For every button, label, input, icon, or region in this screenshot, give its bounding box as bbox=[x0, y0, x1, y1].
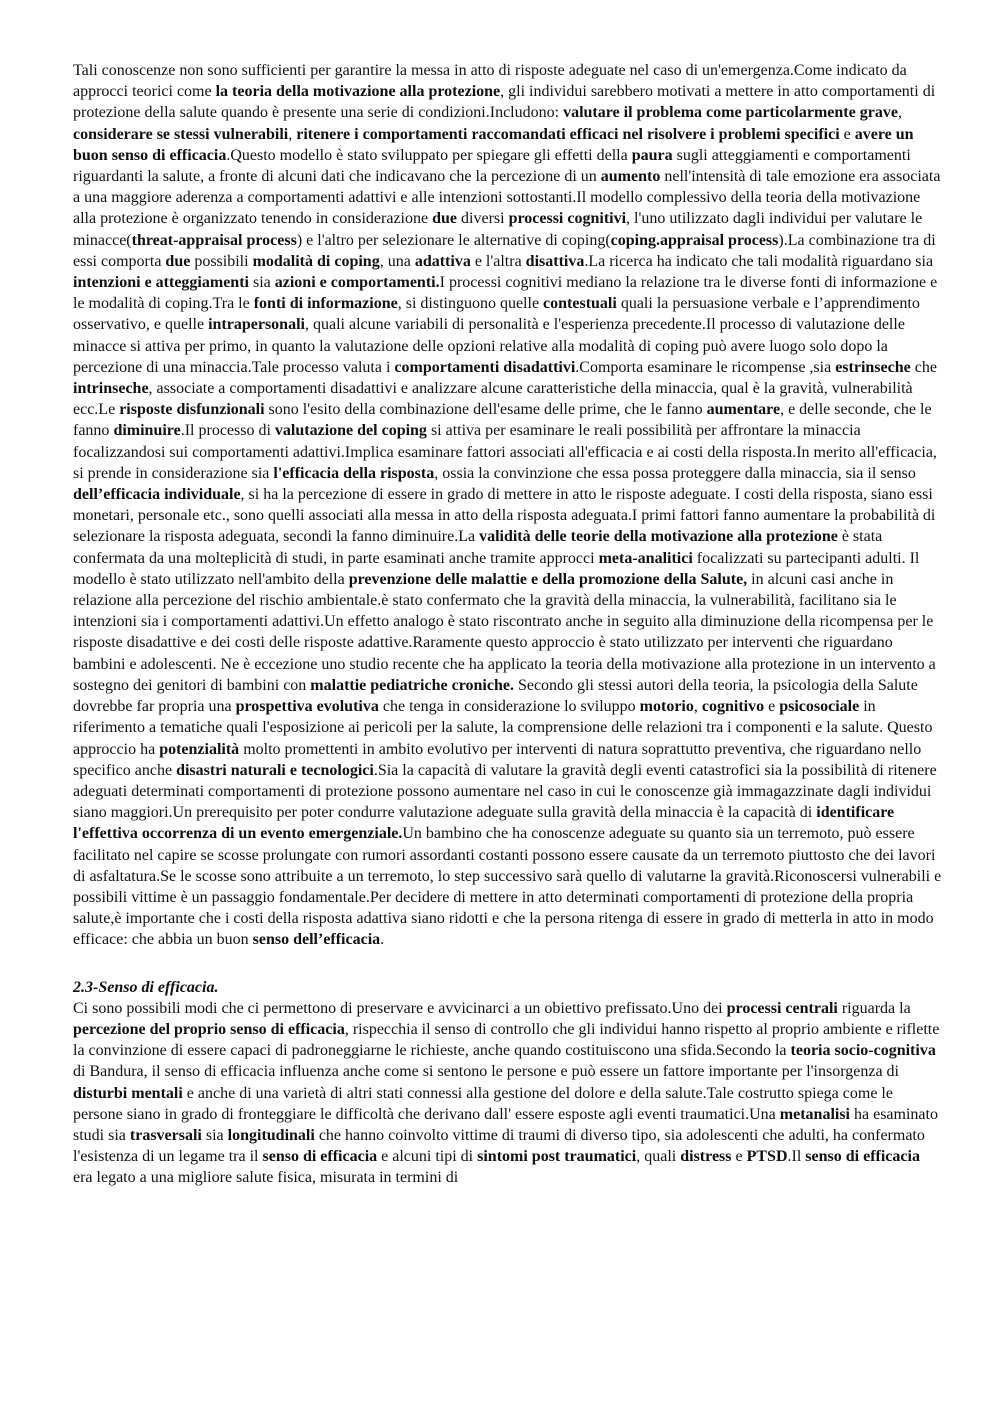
text-run: sia bbox=[248, 274, 275, 292]
text-run: , bbox=[897, 104, 902, 122]
bold-text-run: due bbox=[165, 252, 191, 270]
text-run: sugli atteggiamenti e comportamenti riguardanti la salute, a fronte di alcuni dati che indicavano che la percezione di un bbox=[73, 146, 911, 186]
text-run: .La ricerca ha indicato che tali modalità riguardano sia bbox=[584, 252, 934, 270]
text-run: Ci sono possibili modi che ci permettono di preservare e avvicinarci a un obiettivo prefissato.Uno dei bbox=[73, 999, 727, 1017]
text-run: in riferimento a tematiche quali l'esposizione ai pericoli per la salute, la comprensione delle relazioni tra i componenti e la salute. Questo approccio ha bbox=[73, 698, 933, 758]
text-run: riguarda la bbox=[837, 999, 911, 1017]
bold-text-run: azioni e comportamenti. bbox=[274, 274, 440, 292]
text-run: possibili bbox=[190, 252, 253, 270]
text-run: , una bbox=[379, 252, 415, 270]
bold-text-run: intrapersonali bbox=[208, 316, 305, 334]
bold-text-run: metanalisi bbox=[779, 1105, 850, 1123]
text-run: Un bambino che ha conoscenze adeguate su quanto sia un terremoto, può essere facilitato nel capire se scosse prolungate con rumori assordanti costanti possono essere causate da un terremoto piuttosto che dei lavori di asfaltatura.Se le scosse sono attribuite a un terremoto, lo step successivo sarà quello di valutarne la gravità.Riconoscersi vulnerabili e possibili vittime è un passaggio fondamentale.Per decidere di mettere in atto determinati comportamenti di protezione della propria salute,è importante che i costi della risposta adattiva siano ridotti e che la persona ritenga di essere in grado di metterla in atto in modo efficace: che abbia un buon bbox=[73, 825, 942, 949]
text-run: . bbox=[380, 931, 385, 949]
bold-text-run: considerare se stessi vulnerabili bbox=[73, 125, 289, 143]
bold-text-run: valutare il problema come particolarmente grave bbox=[563, 104, 898, 122]
bold-text-run: PTSD bbox=[746, 1148, 788, 1166]
bold-text-run: potenzialità bbox=[159, 740, 240, 758]
text-run: , e delle seconde, che le fanno bbox=[73, 401, 932, 440]
bold-text-run: motorio bbox=[639, 698, 694, 716]
text-run: , l'uno utilizzato dagli individui per valutare le minacce( bbox=[73, 210, 923, 249]
section-heading: 2.3-Senso di efficacia. bbox=[73, 978, 219, 996]
bold-text-run: coping.appraisal process bbox=[610, 231, 779, 249]
bold-text-run: avere un buon senso di efficacia bbox=[73, 125, 914, 164]
bold-text-run: aumentare bbox=[706, 401, 781, 419]
text-run: ha esaminato studi sia bbox=[73, 1105, 938, 1144]
text-run: , ossia la convinzione che essa possa proteggere dalla minaccia, sia il senso bbox=[434, 464, 916, 482]
text-run: diversi bbox=[457, 210, 509, 228]
bold-text-run: cognitivo bbox=[701, 698, 765, 716]
bold-text-run: senso di efficacia bbox=[262, 1148, 378, 1166]
bold-text-run: disastri naturali e tecnologici bbox=[176, 761, 374, 779]
text-run: , quali bbox=[636, 1148, 681, 1166]
bold-text-run: sintomi post traumatici bbox=[477, 1148, 637, 1166]
bold-text-run: psicosociale bbox=[779, 698, 860, 716]
text-run: Tali conoscenze non sono sufficienti per garantire la messa in atto di risposte adeguate nel caso di un'emergenza.Come indicato da approcci teorici come bbox=[73, 62, 907, 101]
text-run: di Bandura, il senso di efficacia influenza anche come si sentono le persone e può essere un fattore importante per l'insorgenza di bbox=[73, 1063, 899, 1081]
text-run: che hanno coinvolto vittime di traumi di diverso tipo, sia adolescenti che adulti, ha confermato l'esistenza di un legame tra il bbox=[73, 1126, 925, 1166]
text-run: focalizzati su partecipanti adulti. Il modello è stato utilizzato nell'ambito della bbox=[73, 549, 920, 588]
text-run: nell'intensità di tale emozione era associata a una maggiore aderenza a comportamenti adattivi e alle intenzioni sottostanti.Il modello complessivo della teoria della motivazione alla protezione è organizzato tenendo in considerazione bbox=[73, 168, 941, 228]
body-paragraph-1 bbox=[73, 60, 942, 951]
bold-text-run: fonti di informazione bbox=[253, 295, 398, 313]
bold-text-run: valutazione del coping bbox=[274, 422, 427, 440]
text-run: , bbox=[693, 698, 702, 716]
bold-text-run: intrinseche bbox=[73, 380, 149, 398]
bold-text-run: risposte disfunzionali bbox=[119, 401, 265, 419]
bold-text-run: prevenzione delle malattie e della promozione della Salute, bbox=[348, 570, 748, 588]
text-run: e alcuni tipi di bbox=[377, 1148, 478, 1166]
bold-text-run: la teoria della motivazione alla protezione bbox=[215, 83, 501, 101]
bold-text-run: paura bbox=[631, 146, 673, 164]
bold-text-run: intenzioni e atteggiamenti bbox=[73, 274, 249, 292]
text-run: , gli individui sarebbero motivati a mettere in atto comportamenti di protezione della salute quando è presente una serie di condizioni.Includono: bbox=[73, 83, 936, 122]
text-run: , bbox=[288, 125, 297, 143]
bold-text-run: trasversali bbox=[129, 1126, 202, 1144]
bold-text-run: prospettiva evolutiva bbox=[235, 698, 379, 716]
text-run: , quali alcune variabili di personalità e l'esperienza precedente.Il processo di valutazione delle minacce si attiva per primo, in quanto la valutazione delle opzioni relative alla modalità di coping può avere luogo solo dopo la percezione di una minaccia.Tale processo valuta i bbox=[73, 316, 905, 376]
text-run: e bbox=[839, 125, 855, 143]
bold-text-run: estrinseche bbox=[835, 358, 911, 376]
bold-text-run: ritenere i comportamenti raccomandati efficaci nel risolvere i problemi specifici bbox=[296, 125, 840, 143]
text-run: .Il bbox=[787, 1148, 806, 1166]
bold-text-run: malattie pediatriche croniche. bbox=[310, 676, 514, 694]
text-run: , rispecchia il senso di controllo che gli individui hanno rispetto al proprio ambiente e riflette la convinzione di essere capaci di padroneggiarne le richieste, anche quando costituiscono una sfida.Secondo la bbox=[73, 1020, 940, 1060]
text-run: sia bbox=[201, 1126, 228, 1144]
bold-text-run: adattiva bbox=[414, 252, 471, 270]
text-run: sono l'esito della combinazione dell'esame delle prime, che le fanno bbox=[264, 401, 707, 419]
text-run: in alcuni casi anche in relazione alla percezione del rischio ambientale.è stato confermato che la gravità della minaccia, la vulnerabilità, facilitano sia le intenzioni sia i comportamenti adattivi.Un effetto analogo è stato riscontrato anche in seguito alla diminuzione della ricompensa per le risposte disadattive e dei costi delle risposte adattive.Raramente questo approccio è stato utilizzato per interventi che riguardano bambini e adolescenti. Ne è eccezione uno studio recente che ha applicato la teoria della motivazione alla protezione in un intervento a sostegno dei genitori di bambini con bbox=[73, 570, 936, 694]
bold-text-run: l'efficacia della risposta bbox=[273, 464, 435, 482]
text-run: era legato a una migliore salute fisica, misurata in termini di bbox=[73, 1169, 459, 1187]
text-run: , si ha la percezione di essere in grado di mettere in atto le risposte adeguate. I costi della risposta, siano essi monetari, personale etc., sono quelli associati alla messa in atto della risposta adeguata.I primi fattori fanno aumentare la probabilità di selezionare la risposta adeguata, secondi la fanno diminuire.La bbox=[73, 486, 936, 546]
text-run: I processi cognitivi mediano la relazione tra le diverse fonti di informazione e le modalità di coping.Tra le bbox=[73, 274, 938, 313]
bold-text-run: comportamenti disadattivi bbox=[394, 358, 576, 376]
bold-text-run: due bbox=[432, 210, 458, 228]
bold-text-run: threat-appraisal process bbox=[131, 231, 297, 249]
text-run: molto promettenti in ambito evolutivo per interventi di natura soprattutto preventiva, che riguardano nello specifico anche bbox=[73, 740, 922, 779]
text-run: .Comporta esaminare le ricompense ,sia bbox=[575, 358, 836, 376]
bold-text-run: teoria socio-cognitiva bbox=[790, 1042, 936, 1060]
bold-text-run: processi centrali bbox=[726, 999, 838, 1017]
text-run: si attiva per esaminare le reali possibilità per affrontare la minaccia focalizzandosi sui comportamenti adattivi.Implica esaminare fattori associati all'efficacia e ai costi della risposta.In merito all'efficacia, si prende in considerazione sia bbox=[73, 422, 937, 482]
bold-text-run: aumento bbox=[600, 168, 661, 186]
text-run: , associate a comportamenti disadattivi e analizzare alcune caratteristiche della minaccia, qual è la gravità, vulnerabilità ecc.Le bbox=[73, 380, 913, 419]
bold-text-run: contestuali bbox=[543, 295, 617, 313]
text-run: e l'altra bbox=[470, 252, 526, 270]
text-run: e bbox=[764, 698, 780, 716]
bold-text-run: disturbi mentali bbox=[73, 1084, 183, 1102]
text-run: quali la persuasione verbale e l’apprendimento osservativo, e quelle bbox=[73, 295, 920, 334]
text-run: .Questo modello è stato sviluppato per spiegare gli effetti della bbox=[226, 146, 632, 164]
bold-text-run: distress bbox=[680, 1148, 732, 1166]
bold-text-run: identificare l'effettiva occorrenza di un evento emergenziale. bbox=[73, 804, 895, 843]
text-run: .Il processo di bbox=[180, 422, 275, 440]
bold-text-run: processi cognitivi bbox=[508, 210, 627, 228]
bold-text-run: senso dell’efficacia bbox=[252, 931, 381, 949]
bold-text-run: disattiva bbox=[525, 252, 585, 270]
bold-text-run: meta-analitici bbox=[598, 549, 693, 567]
body-paragraph-2 bbox=[73, 998, 942, 1189]
text-run: , si distinguono quelle bbox=[397, 295, 544, 313]
bold-text-run: longitudinali bbox=[227, 1126, 315, 1144]
text-run: che tenga in considerazione lo sviluppo bbox=[378, 698, 640, 716]
bold-text-run: percezione del proprio senso di efficacia bbox=[73, 1020, 345, 1038]
bold-text-run: diminuire bbox=[113, 422, 181, 440]
text-run: Secondo gli stessi autori della teoria, la psicologia della Salute dovrebbe far propria una bbox=[73, 676, 918, 716]
text-run: è stata confermata da una molteplicità di studi, in parte esaminati anche tramite approcci bbox=[73, 528, 883, 567]
text-run: che bbox=[910, 358, 937, 376]
text-run: ).La combinazione tra di essi comporta bbox=[73, 231, 936, 270]
bold-text-run: senso di efficacia bbox=[805, 1148, 920, 1166]
text-run: e bbox=[731, 1148, 747, 1166]
text-run: ) e l'altro per selezionare le alternative di coping( bbox=[296, 231, 611, 249]
bold-text-run: modalità di coping bbox=[252, 252, 380, 270]
text-run: e anche di una varietà di altri stati connessi alla gestione del dolore e della salute.Tale costrutto spiega come le persone siano in grado di fronteggiare le difficoltà che derivano dall' essere esposte agli eventi traumatici.Una bbox=[73, 1084, 893, 1123]
bold-text-run: dell’efficacia individuale bbox=[73, 486, 241, 504]
text-run: .Sia la capacità di valutare la gravità degli eventi catastrofici sia la possibilità di ritenere adeguati determinati comportamenti di protezione possono aumentare nel caso in cui le conoscenze già immagazzinate dagli individui siano maggiori.Un prerequisito per poter condurre valutazione adeguate sulla gravità della minaccia è la capacità di bbox=[73, 761, 937, 822]
bold-text-run: validità delle teorie della motivazione alla protezione bbox=[479, 528, 838, 546]
